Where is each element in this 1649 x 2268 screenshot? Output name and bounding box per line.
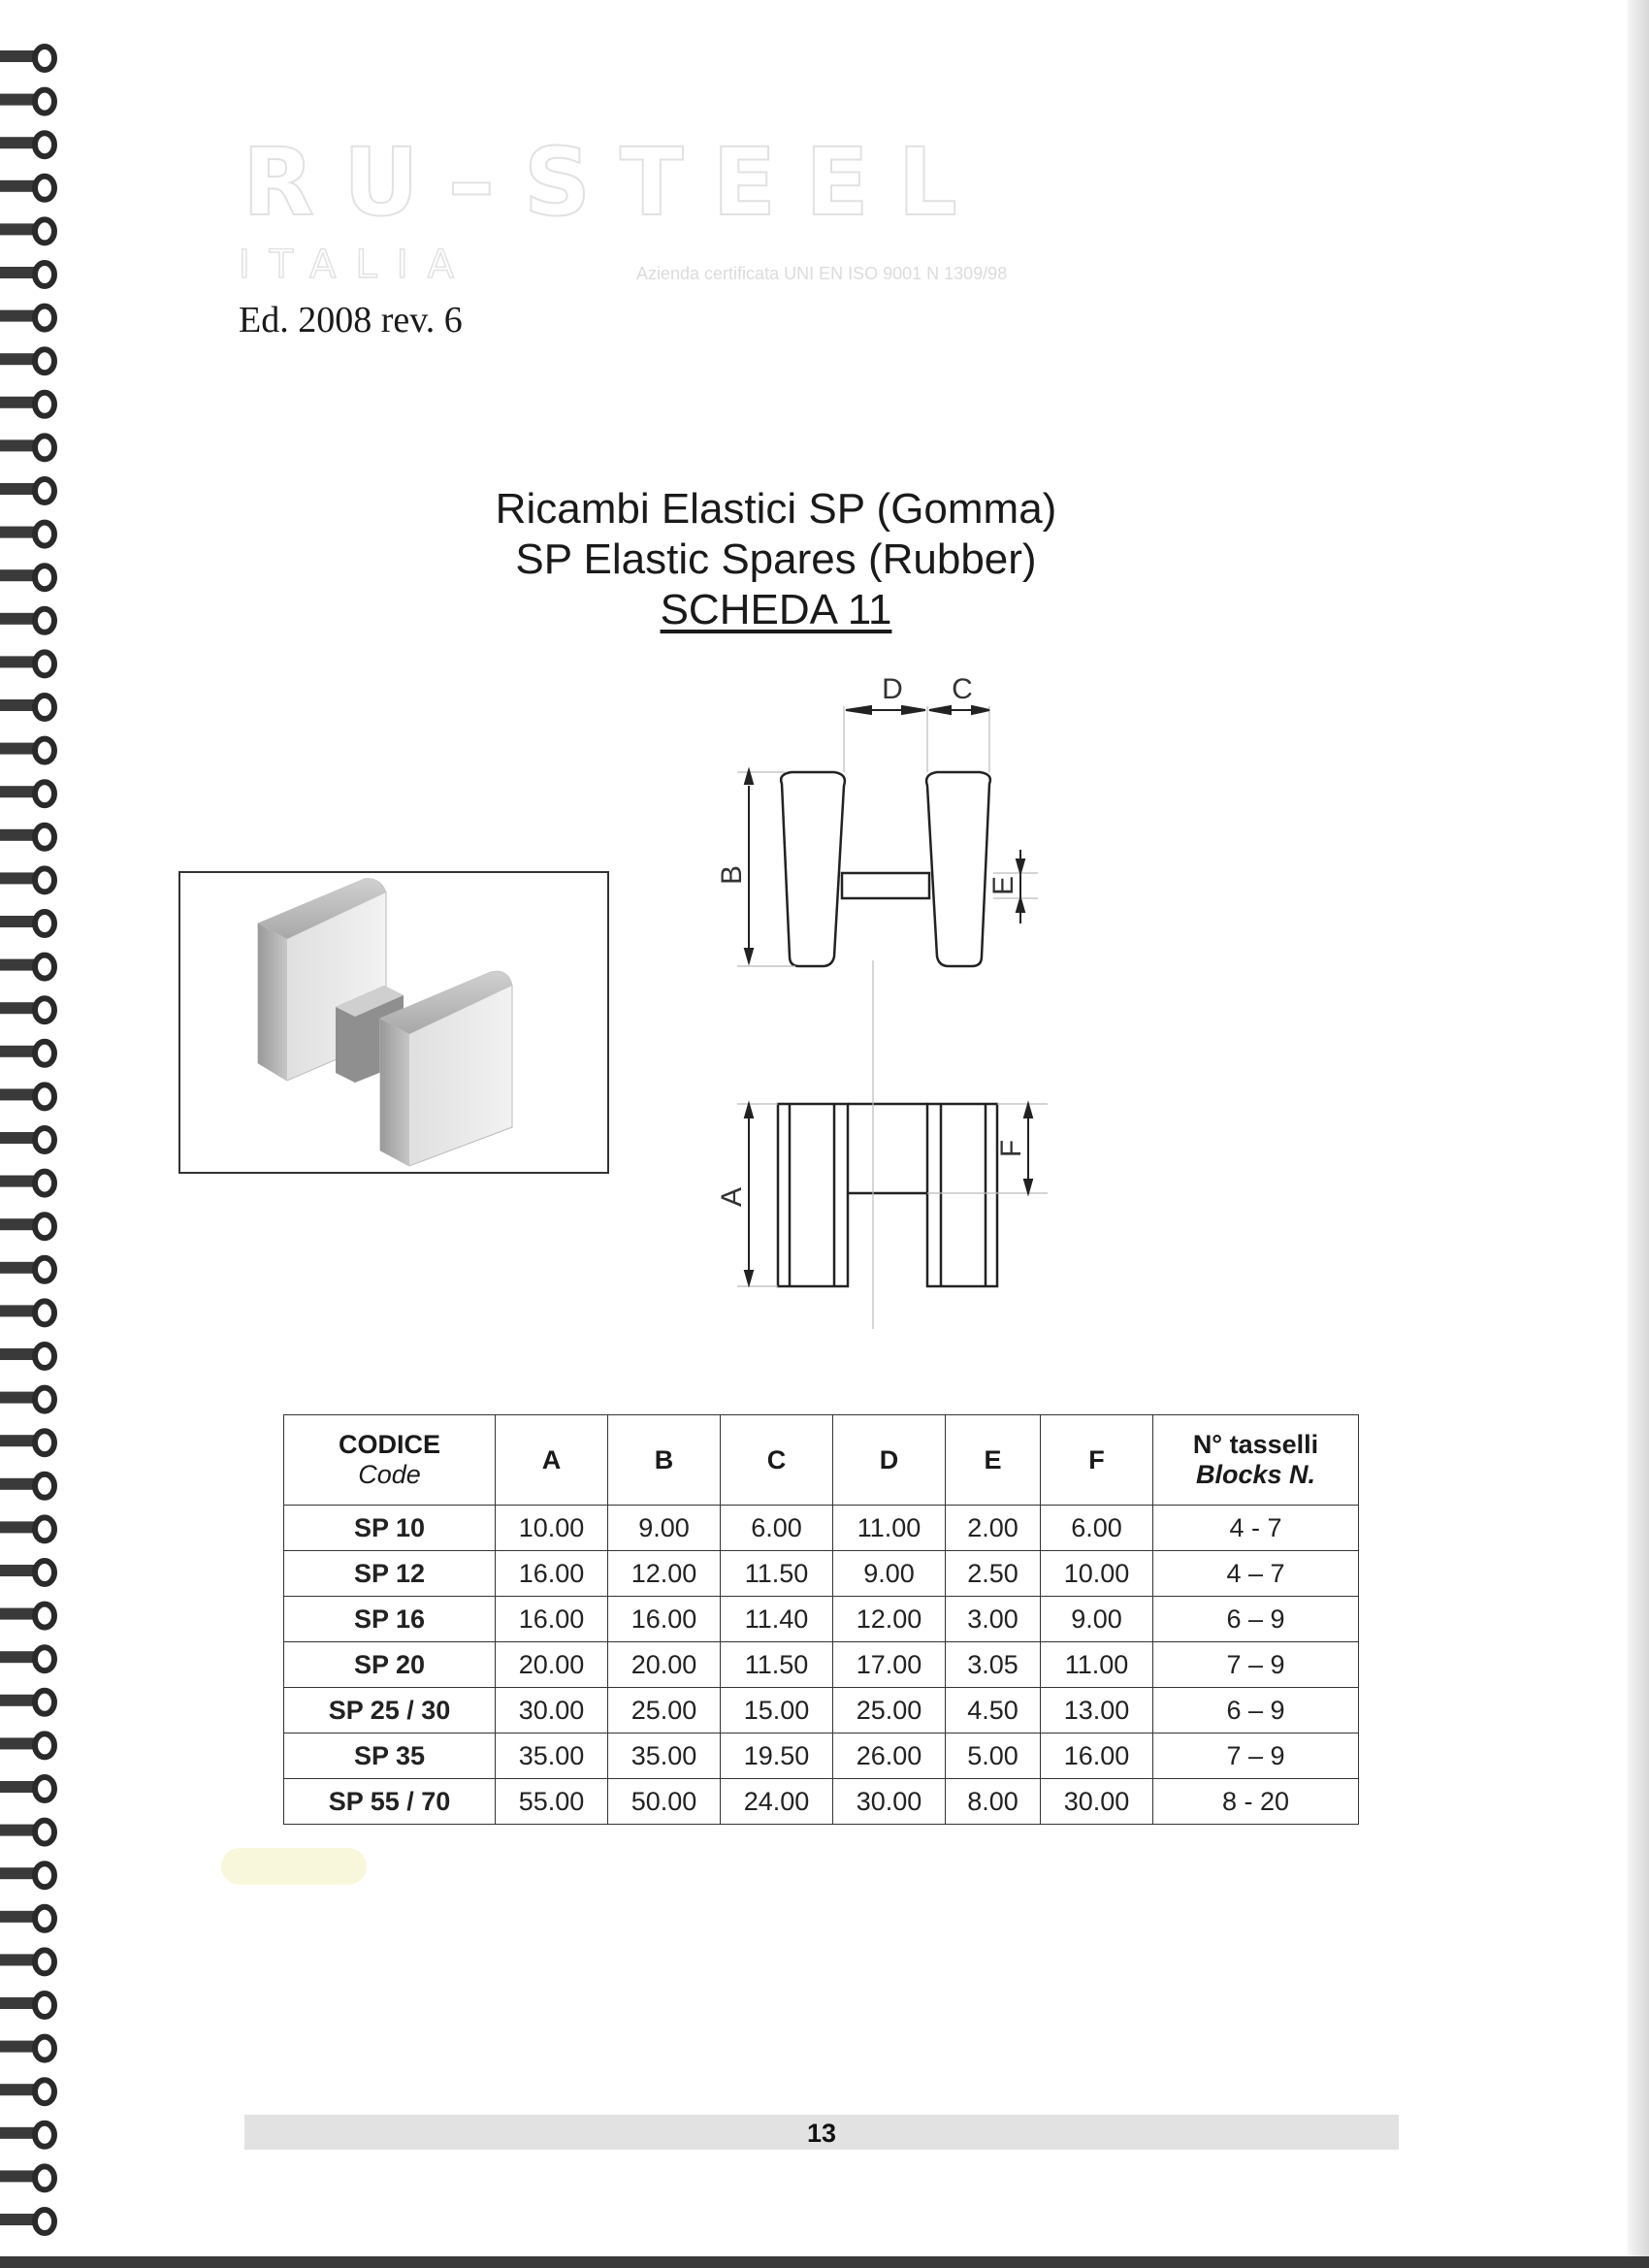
cell-e: 2.00 — [946, 1506, 1041, 1551]
spiral-binding — [0, 0, 68, 2268]
spiral-coil-icon — [0, 349, 54, 373]
cell-blocks: 7 – 9 — [1153, 1642, 1359, 1688]
cell-e: 4.50 — [946, 1688, 1041, 1733]
cell-b: 35.00 — [608, 1733, 721, 1779]
table-row — [284, 1551, 1359, 1597]
cell-a: 10.00 — [496, 1506, 608, 1551]
cell-blocks: 7 – 9 — [1153, 1733, 1359, 1779]
spiral-coil-icon — [0, 739, 54, 762]
table-row — [284, 1779, 1359, 1825]
cell-b: 16.00 — [608, 1597, 721, 1642]
cell-c: 15.00 — [721, 1688, 833, 1733]
spiral-coil-icon — [0, 523, 54, 546]
cell-b: 12.00 — [608, 1551, 721, 1597]
page-number: 13 — [806, 2119, 837, 2148]
spiral-coil-icon — [0, 1821, 54, 1844]
title-italian: Ricambi Elastici SP (Gomma) — [495, 485, 1057, 533]
header-f: F — [1041, 1415, 1153, 1506]
spiral-coil-icon — [0, 2166, 54, 2189]
cell-a: 16.00 — [496, 1597, 608, 1642]
cell-code: SP 12 — [284, 1551, 496, 1597]
cell-code: SP 10 — [284, 1506, 496, 1551]
cell-code: SP 20 — [284, 1642, 496, 1688]
spiral-coil-icon — [0, 1733, 54, 1757]
certification-text: Azienda certificata UNI EN ISO 9001 N 1309/98 — [636, 264, 1008, 283]
spiral-coil-icon — [0, 1993, 54, 2017]
table-row — [284, 1642, 1359, 1688]
cell-d: 30.00 — [833, 1779, 946, 1825]
spiral-coil-icon — [0, 782, 54, 805]
spiral-coil-icon — [0, 90, 54, 113]
spiral-coil-icon — [0, 1561, 54, 1584]
spiral-coil-icon — [0, 1128, 54, 1151]
spiral-coil-icon — [0, 1388, 54, 1411]
cell-f: 10.00 — [1041, 1551, 1153, 1597]
spiral-coil-icon — [0, 1258, 54, 1281]
extension-lines — [737, 706, 1048, 1329]
header-a: A — [496, 1415, 608, 1506]
spiral-coil-icon — [0, 2080, 54, 2103]
cell-d: 11.00 — [833, 1506, 946, 1551]
header-code-en: Code — [358, 1460, 421, 1489]
dimension-label-b: B — [716, 864, 748, 886]
cell-f: 6.00 — [1041, 1506, 1153, 1551]
header-c: C — [721, 1415, 833, 1506]
dimensions-table — [283, 1414, 1359, 1825]
cell-blocks: 8 - 20 — [1153, 1779, 1359, 1825]
cell-blocks: 4 – 7 — [1153, 1551, 1359, 1597]
spiral-coil-icon — [0, 2210, 54, 2233]
spiral-coil-icon — [0, 652, 54, 675]
sheet-title: SCHEDA 11 — [660, 586, 892, 633]
top-view — [781, 772, 990, 966]
dimension-label-f: F — [995, 1139, 1027, 1158]
scan-bottom-edge — [0, 2256, 1649, 2268]
spiral-coil-icon — [0, 1950, 54, 1973]
spiral-coil-icon — [0, 566, 54, 589]
cell-f: 9.00 — [1041, 1597, 1153, 1642]
bridge-outline — [842, 873, 929, 898]
dimension-label-d: D — [882, 673, 903, 705]
brand-logo: RU–STEEL — [242, 128, 986, 237]
table-row — [284, 1597, 1359, 1642]
cell-code: SP 25 / 30 — [284, 1688, 496, 1733]
spiral-coil-icon — [0, 912, 54, 935]
header-blocks-it: N° tasselli — [1192, 1430, 1319, 1459]
cell-a: 35.00 — [496, 1733, 608, 1779]
dimension-label-a: A — [716, 1186, 748, 1208]
cell-c: 19.50 — [721, 1733, 833, 1779]
cell-f: 30.00 — [1041, 1779, 1153, 1825]
cell-f: 16.00 — [1041, 1733, 1153, 1779]
spiral-coil-icon — [0, 177, 54, 200]
cell-d: 26.00 — [833, 1733, 946, 1779]
dimension-label-e: E — [987, 875, 1019, 896]
spiral-coil-icon — [0, 956, 54, 979]
front-view — [778, 1104, 997, 1286]
header-code-it: CODICE — [338, 1430, 440, 1459]
header-code — [284, 1415, 496, 1506]
spiral-coil-icon — [0, 263, 54, 286]
scan-smudge — [221, 1848, 367, 1885]
cell-e: 3.00 — [946, 1597, 1041, 1642]
footer-bar — [244, 2115, 1399, 2150]
cell-c: 11.40 — [721, 1597, 833, 1642]
cell-b: 25.00 — [608, 1688, 721, 1733]
cell-c: 11.50 — [721, 1642, 833, 1688]
spiral-coil-icon — [0, 1042, 54, 1065]
cell-c: 24.00 — [721, 1779, 833, 1825]
cell-f: 11.00 — [1041, 1642, 1153, 1688]
cell-b: 50.00 — [608, 1779, 721, 1825]
spiral-coil-icon — [0, 868, 54, 891]
spiral-coil-icon — [0, 998, 54, 1021]
spiral-coil-icon — [0, 1345, 54, 1368]
spiral-coil-icon — [0, 696, 54, 719]
spiral-coil-icon — [0, 2123, 54, 2147]
table-header-row — [284, 1415, 1359, 1506]
cell-blocks: 6 – 9 — [1153, 1597, 1359, 1642]
cell-code: SP 55 / 70 — [284, 1779, 496, 1825]
edition-label: Ed. 2008 rev. 6 — [239, 300, 463, 340]
header-d: D — [833, 1415, 946, 1506]
cell-e: 8.00 — [946, 1779, 1041, 1825]
cell-e: 5.00 — [946, 1733, 1041, 1779]
title-english: SP Elastic Spares (Rubber) — [515, 535, 1037, 583]
spiral-coil-icon — [0, 826, 54, 849]
spiral-coil-icon — [0, 219, 54, 243]
spiral-coil-icon — [0, 1085, 54, 1108]
table-row — [284, 1506, 1359, 1551]
cell-code: SP 16 — [284, 1597, 496, 1642]
spiral-coil-icon — [0, 609, 54, 632]
right-block-outline — [926, 772, 990, 966]
cell-b: 20.00 — [608, 1642, 721, 1688]
spiral-coil-icon — [0, 1517, 54, 1540]
spiral-coil-icon — [0, 1691, 54, 1714]
spiral-coil-icon — [0, 1172, 54, 1195]
product-illustration — [178, 871, 609, 1174]
cell-c: 11.50 — [721, 1551, 833, 1597]
cell-a: 20.00 — [496, 1642, 608, 1688]
header-blocks-en: Blocks N. — [1195, 1460, 1316, 1489]
cell-d: 17.00 — [833, 1642, 946, 1688]
cell-e: 2.50 — [946, 1551, 1041, 1597]
page-edge — [1628, 0, 1649, 2268]
spiral-coil-icon — [0, 1907, 54, 1930]
cell-blocks: 6 – 9 — [1153, 1688, 1359, 1733]
spiral-coil-icon — [0, 1431, 54, 1454]
technical-drawing — [716, 669, 1339, 1368]
table-row — [284, 1688, 1359, 1733]
rubber-block-render — [180, 873, 607, 1172]
spiral-coil-icon — [0, 1647, 54, 1670]
cell-d: 25.00 — [833, 1688, 946, 1733]
spiral-coil-icon — [0, 133, 54, 156]
cell-d: 12.00 — [833, 1597, 946, 1642]
cell-code: SP 35 — [284, 1733, 496, 1779]
spiral-coil-icon — [0, 436, 54, 459]
spiral-coil-icon — [0, 1215, 54, 1238]
cell-a: 16.00 — [496, 1551, 608, 1597]
spiral-coil-icon — [0, 1777, 54, 1800]
table-row — [284, 1733, 1359, 1779]
spiral-coil-icon — [0, 307, 54, 330]
cell-c: 6.00 — [721, 1506, 833, 1551]
left-block-outline — [781, 772, 845, 966]
spiral-coil-icon — [0, 1301, 54, 1324]
header-blocks — [1153, 1415, 1359, 1506]
header-b: B — [608, 1415, 721, 1506]
cell-a: 55.00 — [496, 1779, 608, 1825]
spiral-coil-icon — [0, 393, 54, 416]
spiral-coil-icon — [0, 1474, 54, 1498]
cell-a: 30.00 — [496, 1688, 608, 1733]
cell-b: 9.00 — [608, 1506, 721, 1551]
cell-e: 3.05 — [946, 1642, 1041, 1688]
dimension-label-c: C — [952, 673, 973, 705]
cell-blocks: 4 - 7 — [1153, 1506, 1359, 1551]
spiral-coil-icon — [0, 479, 54, 502]
spiral-coil-icon — [0, 47, 54, 70]
cell-d: 9.00 — [833, 1551, 946, 1597]
brand-sub-logo: ITALIA — [239, 243, 473, 287]
spiral-coil-icon — [0, 1863, 54, 1887]
cell-f: 13.00 — [1041, 1688, 1153, 1733]
header-e: E — [946, 1415, 1041, 1506]
spiral-coil-icon — [0, 1604, 54, 1628]
spiral-coil-icon — [0, 2037, 54, 2060]
